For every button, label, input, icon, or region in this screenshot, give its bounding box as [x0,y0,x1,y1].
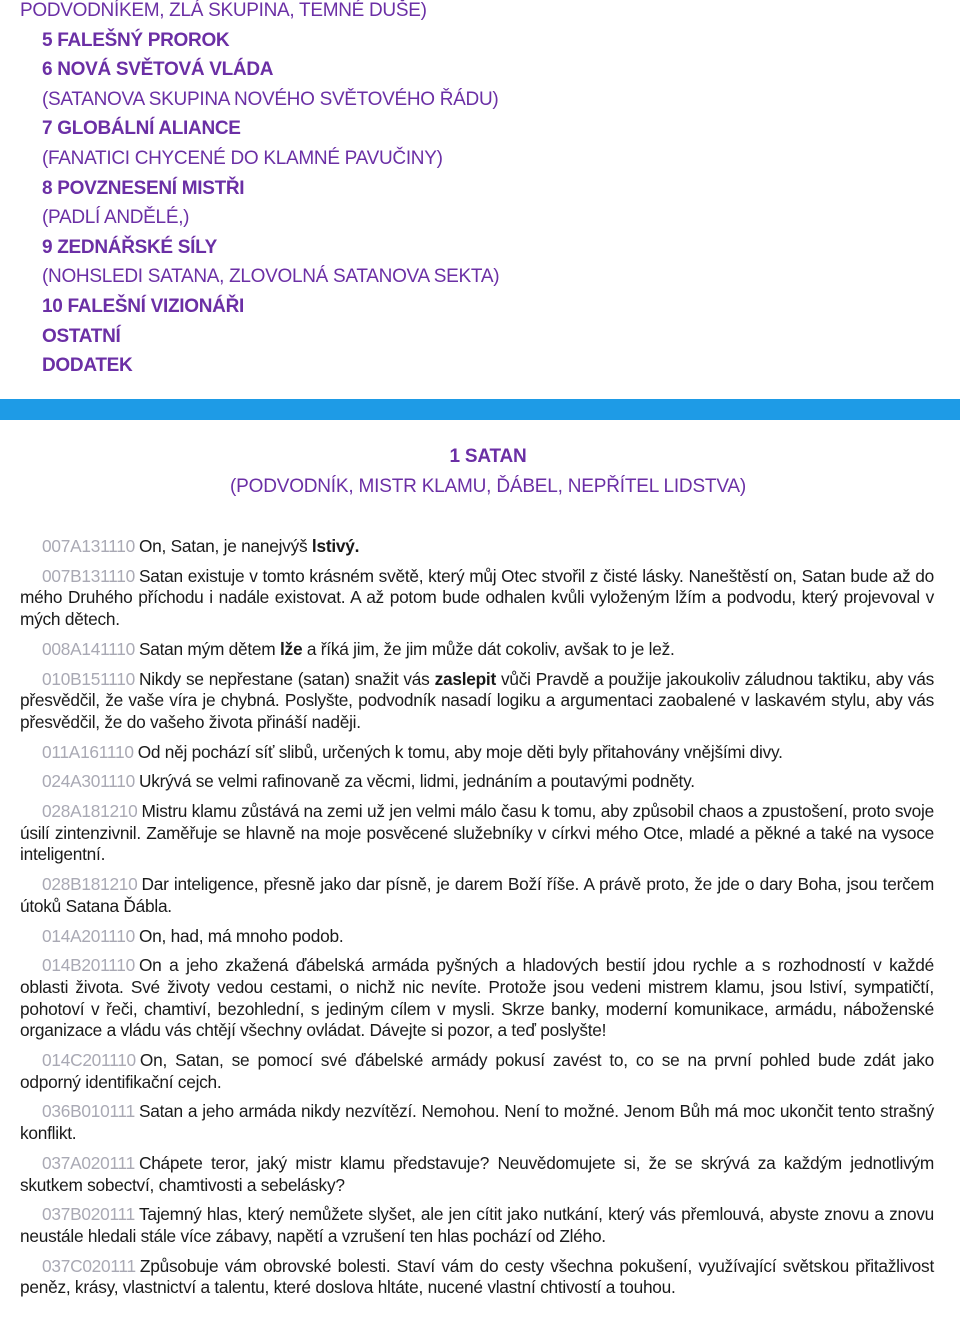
section-divider-band [0,399,960,420]
message-text: On, Satan, se pomocí své ďábelské armády pokusí zavést to, co se na první pohled bude zdát jako odporný identifikační cejch. [20,1050,934,1092]
toc-item: OSTATNÍ [42,325,121,347]
message-text: Mistru klamu zůstává na zemi už jen velmi málo času k tomu, aby způsobil chaos a zpustošení, proto svoje úsilí zintenzivnil. Zaměřuje se hlavně na moje posvěcené služebníky v církvi mého Otce, mladé a pěkné a také na vysoce inteligentní. [20,801,934,865]
message-text: a říká jim, že jim může dát cokoliv, avšak to je lež. [302,638,675,659]
message-code: 010B151110 [42,668,135,689]
message-text: Od něj pochází síť slibů, určených k tomu, aby moje děti byly přitahovány vnějšími divy. [137,741,783,762]
toc-item: PODVODNÍKEM, ZLÁ SKUPINA, TEMNÉ DUŠE) [20,0,427,21]
message-text: Satan mým dětem [138,638,280,659]
toc-item: 5 FALEŠNÝ PROROK [42,29,230,51]
message-paragraph [20,771,934,793]
message-code: 011A161110 [42,741,134,762]
message-list [20,536,934,1307]
toc-item: 10 FALEŠNÍ VIZIONÁŘI [42,296,244,317]
message-paragraph [20,669,934,734]
message-text: Nikdy se nepřestane (satan) snažit vás [138,668,435,689]
message-paragraph [20,639,934,661]
message-code: 008A141110 [42,638,135,659]
emphasis-text: lže [280,638,303,659]
message-text: On, had, má mnoho podob. [138,925,344,946]
message-code: 014B201110 [42,955,135,976]
message-text: Satan existuje v tomto krásném světě, který můj Otec stvořil z čisté lásky. Naneštěstí on, Satan bude až do mého Druhého příchodu i nadále existovat. A až potom bude odhalen kvůli vyloženým lžím a podvodu, který projevoval v mých dětech. [20,565,934,630]
toc-item: 7 GLOBÁLNÍ ALIANCE [42,118,241,140]
toc-item: (PADLÍ ANDĚLÉ,) [42,207,190,229]
emphasis-text: zaslepit [434,668,496,689]
toc-item: DODATEK [42,355,133,377]
message-code: 037A020111 [42,1152,135,1173]
message-code: 014C201110 [42,1050,136,1071]
message-text: Dar inteligence, přesně jako dar písně, je darem Boží říše. A právě proto, že jde o dary Boha, jsou terčem útoků Satana Ďábla. [20,874,934,916]
toc-item: 6 NOVÁ SVĚTOVÁ VLÁDA [42,59,274,81]
section-subtitle: (PODVODNÍK, MISTR KLAMU, ĎÁBEL, NEPŘÍTEL LIDSTVA) [230,476,746,497]
message-paragraph [20,801,934,866]
emphasis-text: lstivý. [311,536,360,556]
message-text: Ukrývá se velmi rafinovaně za věcmi, lidmi, jednáním a poutavými podněty. [138,771,695,792]
section-title: 1 SATAN [449,446,527,467]
message-text: On, Satan, je nanejvýš [138,536,312,556]
message-paragraph [20,874,934,917]
message-code: 037B020111 [42,1204,135,1225]
message-paragraph [20,566,934,631]
toc-item: (FANATICI CHYCENÉ DO KLAMNÉ PAVUČINY) [42,148,443,169]
toc-item: 9 ZEDNÁŘSKÉ SÍLY [42,236,218,258]
message-paragraph [20,1153,934,1196]
message-paragraph [20,1256,934,1299]
message-paragraph [20,1204,934,1247]
message-text: Satan a jeho armáda nikdy nezvítězí. Nemohou. Není to možné. Jenom Bůh má moc ukončit tento strašný konflikt. [20,1101,934,1144]
toc-item: (NOHSLEDI SATANA, ZLOVOLNÁ SATANOVA SEKTA) [42,266,500,288]
message-code: 024A301110 [42,771,135,792]
message-code: 028A181210 [42,801,138,822]
message-paragraph [20,955,934,1042]
message-code: 028B181210 [42,874,138,895]
message-code: 037C020111 [42,1255,136,1276]
message-text: On a jeho zkažená ďábelská armáda pyšných a hladových bestií jdou rychle a s rozhodností v každé oblasti života. Své životy vedou cestami, o nichž nic nevíte. Protože jsou vedeni mistrem klamu, jsou lstiví, sympatičtí, pohotoví v řeči, chamtiví, bezohlední, s jediným cílem v mysli. Skrze banky, moderní komunikace, armádu, náboženské organizace a vládu vás chtějí všechny ovládat. Dávejte si pozor, a teď poslyšte! [20,955,934,1041]
message-code: 036B010111 [42,1101,135,1122]
message-text: Chápete teror, jaký mistr klamu představuje? Neuvědomujete si, že se skrývá za každým jednotlivým skutkem sobectví, chamtivosti a sebelásky? [20,1152,934,1195]
message-text: vůči Pravdě a použije jakoukoliv záludnou taktiku, aby vás přesvědčil, že vaše víra je chybná. Poslyšte, podvodník nasadí logiku a argumentaci zaobalené v laskavém stylu, aby vás přesvědčil, že do vašeho života přináší naději. [20,668,934,732]
message-code: 007A131110 [42,536,135,556]
toc-item: 8 POVZNESENÍ MISTŘI [42,177,245,199]
message-paragraph [20,1050,934,1093]
message-text: Způsobuje vám obrovské bolesti. Staví vám do cesty všechna pokušení, využívající světskou přitažlivost peněz, krásy, vlastnictví a talentu, které doslova hltáte, nucené vlastní chtivostí a touhou. [20,1255,934,1298]
message-paragraph [20,536,934,558]
message-paragraph [20,1101,934,1144]
message-paragraph [20,742,934,764]
message-text: Tajemný hlas, který nemůžete slyšet, ale jen cítit jako nutkání, který vás přemlouvá, abyste znovu a znovu neustále hledali stále více zábavy, napětí a vzrušení ten hlas pochází od Zlého. [20,1204,934,1246]
message-code: 014A201110 [42,925,135,946]
message-paragraph [20,926,934,948]
message-code: 007B131110 [42,565,135,586]
toc-item: (SATANOVA SKUPINA NOVÉHO SVĚTOVÉHO ŘÁDU) [42,88,499,110]
